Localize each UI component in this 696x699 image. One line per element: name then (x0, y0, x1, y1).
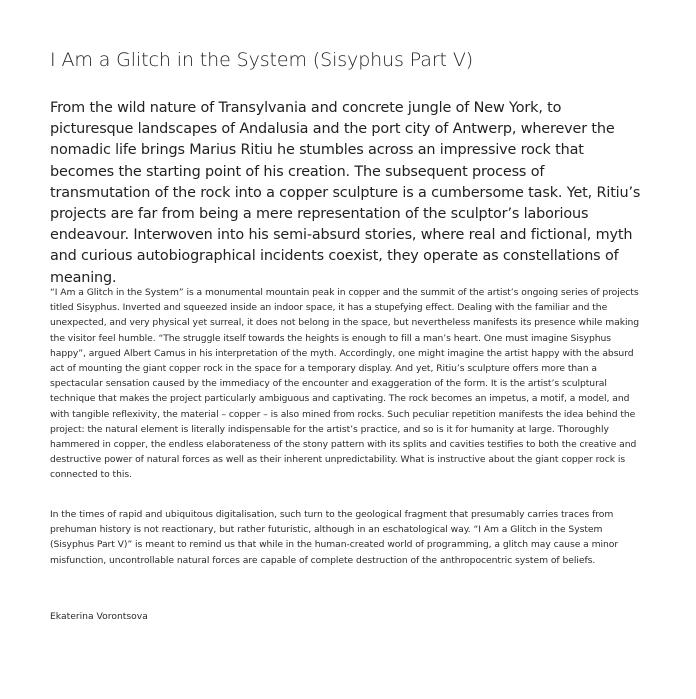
article-body-paragraph-2: In the times of rapid and ubiquitous digitalisation, such turn to the geological fragment that presumably carries traces from prehuman history is not reactionary, but rather futuristic, although in an eschatological way. “I Am a Glitch in the System (Sisyphus Part V)” is meant to remind us that while in the human-created world of programming, a glitch may cause a minor misfunction, uncontrollable natural forces are capable of complete destruction of the anthropocentric system of beliefs. (50, 509, 619, 566)
article-body-paragraph-1: “I Am a Glitch in the System” is a monumental mountain peak in copper and the summit of the artist’s ongoing series of projects titled Sisyphus. Inverted and squeezed inside an indoor space, it has a stupefying effect. Dealing with the familiar and the unexpected, and very physical yet surreal, it does not belong in the space, but nevertheless manifests its presence while making the visitor feel humble. “The struggle itself towards the heights is enough to fill a man’s heart. One must imagine Sisyphus happy”, argued Albert Camus in his interpretation of the myth. Accordingly, one might imagine the artist happy with the absurd act of mounting the giant copper rock in the space for a temporary display. And yet, Ritiu’s sculpture offers more than a spectacular sensation caused by the immediacy of the encounter and exaggeration of the form. It is the artist’s sculptural technique that makes the project particularly ambiguous and captivating. The rock becomes an impetus, a motif, a model, and with tangible reflexivity, the material – copper – is also mined from rocks. Such peculiar repetition manifests the idea behind the project: the natural element is literally indispensable for the artist’s practice, and so is it for humanity at large. Thoroughly hammered in copper, the endless elaborateness of the stony pattern with its splits and cavities testifies to both the creative and destructive power of natural forces as well as their inherent unpredictability. What is instructive about the giant copper rock is connected to this. (50, 287, 640, 481)
article-author: Ekaterina Vorontsova (50, 611, 148, 622)
article-title: I Am a Glitch in the System (Sisyphus Part V) (50, 49, 474, 71)
article-lead-paragraph: From the wild nature of Transylvania and concrete jungle of New York, to picturesque landscapes of Andalusia and the port city of Antwerp, wherever the nomadic life brings Marius Ritiu he stumbles across an impressive rock that becomes the starting point of his creation. The subsequent process of transmutation of the rock into a copper sculpture is a cumbersome task. Yet, Ritiu’s projects are far from being a mere representation of the sculptor’s laborious endeavour. Interwoven into his semi-absurd stories, where real and fictional, myth and curious autobiographical incidents coexist, they operate as constellations of meaning. (50, 100, 641, 286)
